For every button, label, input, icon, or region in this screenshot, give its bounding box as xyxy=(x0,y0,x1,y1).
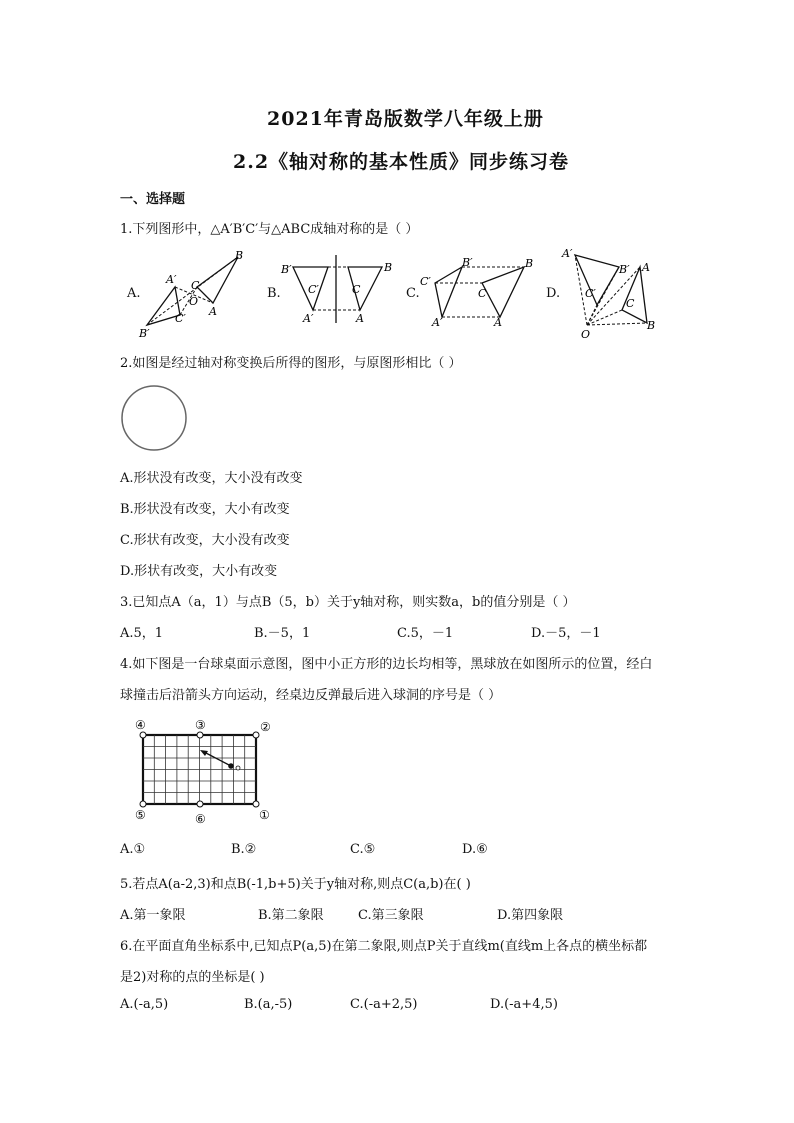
triangle-abc xyxy=(197,257,238,303)
q4-option-a: A.① xyxy=(120,842,146,857)
direction-arrow xyxy=(204,752,231,766)
svg-text:A: A xyxy=(642,261,650,274)
q5-option-c: C.第三象限 xyxy=(358,908,424,923)
svg-text:B: B xyxy=(525,257,534,270)
q5-option-a: A.第一象限 xyxy=(120,908,186,923)
q5-option-d: D.第四象限 xyxy=(497,908,564,923)
question-4-stem-line2: 球撞击后沿箭头方向运动，经桌边反弹最后进入球洞的序号是（ ） xyxy=(120,688,502,703)
q1-figure-a xyxy=(135,245,250,340)
svg-text:B: B xyxy=(647,319,656,332)
label-b: B xyxy=(235,249,244,262)
pocket-5 xyxy=(140,801,146,807)
svg-text:C′: C′ xyxy=(308,283,319,296)
question-4-stem-line1: 4.如下图是一台球桌面示意图，图中小正方形的边长均相等，黑球放在如图所示的位置，经白 xyxy=(120,657,653,672)
pocket-1 xyxy=(253,801,259,807)
svg-text:B′: B′ xyxy=(462,256,473,269)
question-3-stem: 3.已知点A（a，1）与点B（5，b）关于y轴对称，则实数a，b的值分别是（ ） xyxy=(120,595,576,610)
q3-option-a: A.5，1 xyxy=(120,626,164,641)
q1-figure-b xyxy=(278,255,398,325)
q2-option-c: C.形状有改变，大小没有改变 xyxy=(120,533,290,548)
label-a-prime: A′ xyxy=(166,273,177,286)
question-5-stem: 5.若点A(a-2,3)和点B(-1,b+5)关于y轴对称,则点C(a,b)在( ) xyxy=(120,877,471,892)
q1-figure-d xyxy=(557,245,669,340)
triangle-a-prime xyxy=(435,267,462,317)
pocket-3 xyxy=(197,732,203,738)
q2-option-a: A.形状没有改变，大小没有改变 xyxy=(120,471,303,486)
pocket-6 xyxy=(197,801,203,807)
svg-text:C′: C′ xyxy=(420,275,431,288)
q6-option-b: B.(a,-5) xyxy=(244,997,293,1012)
pocket-label-1: ① xyxy=(259,808,270,822)
q4-billiard-table xyxy=(132,715,277,827)
svg-text:B′: B′ xyxy=(619,263,630,276)
svg-text:A′: A′ xyxy=(303,312,314,325)
svg-text:C: C xyxy=(352,283,361,296)
svg-text:C: C xyxy=(626,297,635,310)
svg-text:A′: A′ xyxy=(432,316,443,327)
circle-shape xyxy=(122,386,186,450)
label-c-prime: C′ xyxy=(175,312,186,325)
svg-text:C′: C′ xyxy=(585,287,596,300)
q6-option-d: D.(-a+4,5) xyxy=(490,997,558,1012)
label-c: C xyxy=(191,279,200,292)
pocket-label-2: ② xyxy=(260,720,271,734)
q3-option-b: B.－5，1 xyxy=(254,626,311,641)
svg-text:A: A xyxy=(494,316,502,327)
pocket-label-3: ③ xyxy=(195,718,206,732)
section-heading: 一、选择题 xyxy=(120,192,186,207)
q2-circle-figure xyxy=(118,384,192,454)
q6-option-a: A.(-a,5) xyxy=(120,997,169,1012)
q5-option-b: B.第二象限 xyxy=(258,908,324,923)
q6-option-c: C.(-a+2,5) xyxy=(350,997,418,1012)
q3-option-c: C.5，－1 xyxy=(397,626,454,641)
svg-text:O: O xyxy=(581,328,591,340)
white-ball xyxy=(236,766,240,770)
svg-text:A′: A′ xyxy=(562,247,573,260)
q3-option-d: D.－5，－1 xyxy=(531,626,601,641)
page-subtitle: 2.2《轴对称的基本性质》同步练习卷 xyxy=(233,151,570,173)
q4-option-d: D.⑥ xyxy=(462,842,488,857)
question-6-stem-line2: 是2)对称的点的坐标是( ) xyxy=(120,970,265,985)
svg-text:B′: B′ xyxy=(281,263,292,276)
question-6-stem-line1: 6.在平面直角坐标系中,已知点P(a,5)在第二象限,则点P关于直线m(直线m上各点的横坐标都 xyxy=(120,939,648,954)
q1-figure-c xyxy=(420,255,540,327)
q1-option-a-label: A. xyxy=(127,286,141,301)
label-a: A xyxy=(209,305,217,318)
q4-option-c: C.⑤ xyxy=(350,842,376,857)
pocket-2 xyxy=(253,732,259,738)
svg-text:C: C xyxy=(478,287,487,300)
label-b-prime: B′ xyxy=(139,327,150,340)
page-title: 2021年青岛版数学八年级上册 xyxy=(267,108,544,130)
black-ball xyxy=(228,763,234,769)
pocket-label-4: ④ xyxy=(135,718,146,732)
pocket-label-5: ⑤ xyxy=(135,808,146,822)
label-o: O xyxy=(189,295,199,308)
pocket-4 xyxy=(140,732,146,738)
pocket-label-6: ⑥ xyxy=(195,812,206,826)
q1-option-d-label: D. xyxy=(546,286,561,301)
question-2-stem: 2.如图是经过轴对称变换后所得的图形，与原图形相比（ ） xyxy=(120,356,462,371)
svg-text:B: B xyxy=(384,261,393,274)
q4-option-b: B.② xyxy=(231,842,257,857)
svg-text:A: A xyxy=(356,312,364,325)
triangle-abc xyxy=(482,267,524,317)
question-1-stem: 1.下列图形中，△A′B′C′与△ABC成轴对称的是（ ） xyxy=(120,222,419,237)
q2-option-b: B.形状没有改变，大小有改变 xyxy=(120,502,290,517)
q1-option-c-label: C. xyxy=(406,286,420,301)
q1-option-b-label: B. xyxy=(267,286,281,301)
q2-option-d: D.形状有改变，大小有改变 xyxy=(120,564,278,579)
